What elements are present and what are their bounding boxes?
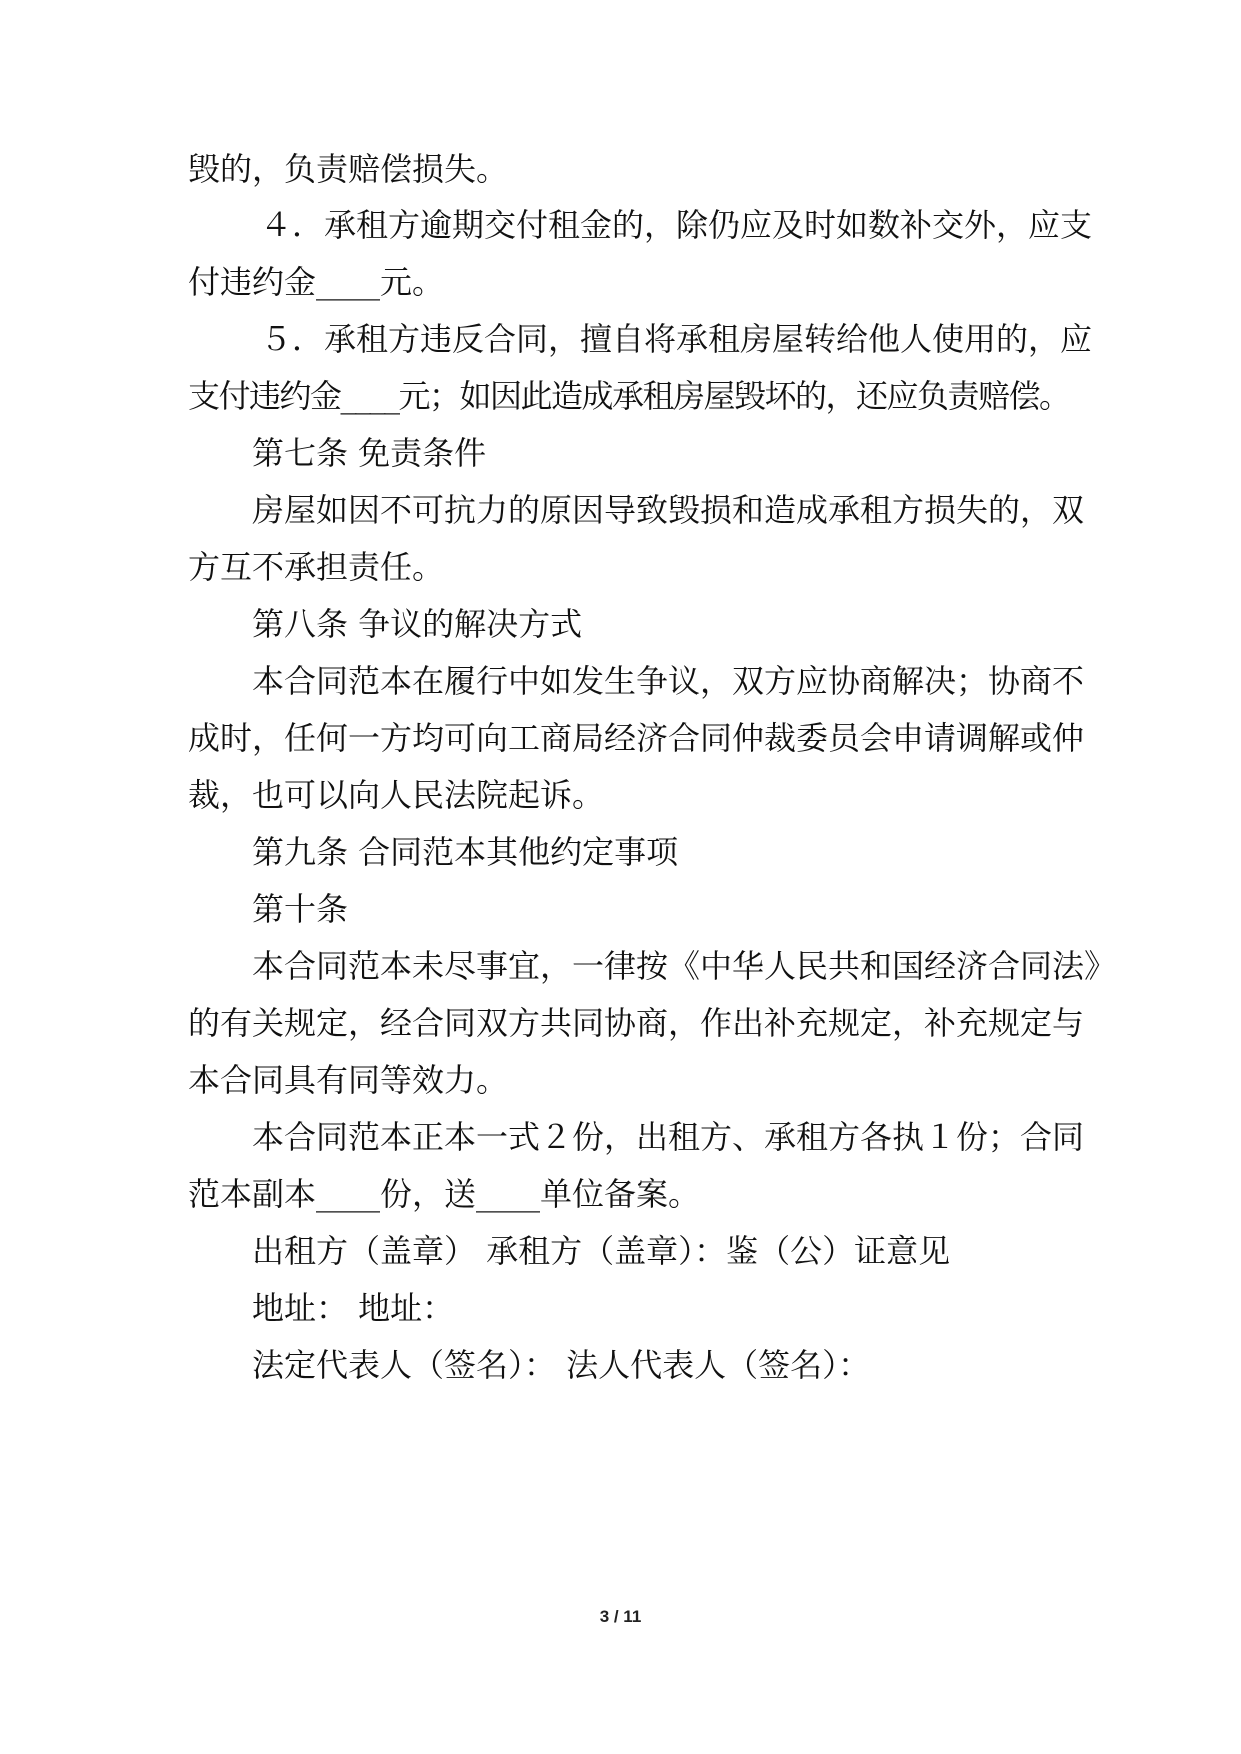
article-8-heading: 第八条 争议的解决方式 [252,605,583,643]
article-9-heading: 第九条 合同范本其他约定事项 [252,833,679,871]
clause-5-text: ５．承租方违反合同，擅自将承租房屋转给他人使用的，应 [260,320,1093,358]
address-line: 地址： 地址： [252,1289,455,1327]
page-number: 3 / 11 [599,1607,642,1626]
paragraph-text: 本合同范本正本一式２份，出租方、承租方各执１份；合同 [252,1118,1085,1156]
paragraph-text: 房屋如因不可抗力的原因导致毁损和造成承租方损失的，双 [252,491,1085,529]
paragraph-text: 付违约金____元。 [188,263,445,301]
paragraph-text: 裁，也可以向人民法院起诉。 [188,776,605,814]
paragraph-text: 本合同具有同等效力。 [188,1061,509,1099]
signature-parties-line: 出租方（盖章） 承租方（盖章）：鉴（公）证意见 [252,1232,951,1270]
article-7-heading: 第七条 免责条件 [252,434,487,472]
article-10-heading: 第十条 [252,890,349,928]
paragraph-text: 成时，任何一方均可向工商局经济合同仲裁委员会申请调解或仲 [188,719,1085,757]
paragraph-text: 方互不承担责任。 [188,548,445,586]
paragraph-text: 本合同范本在履行中如发生争议，双方应协商解决；协商不 [252,662,1085,700]
paragraph-text: 毁的，负责赔偿损失。 [188,150,509,188]
paragraph-text: 本合同范本未尽事宜，一律按《中华人民共和国经济合同法》 [252,947,1117,985]
paragraph-text: 支付违约金____元；如因此造成承租房屋毁坏的，还应负责赔偿。 [188,377,1070,415]
paragraph-text: 的有关规定，经合同双方共同协商，作出补充规定，补充规定与 [188,1004,1085,1042]
representative-line: 法定代表人（签名）： 法人代表人（签名）： [252,1346,871,1384]
paragraph-text: 范本副本____份，送____单位备案。 [188,1175,701,1213]
clause-4-text: ４．承租方逾期交付租金的，除仍应及时如数补交外，应支 [260,206,1093,244]
